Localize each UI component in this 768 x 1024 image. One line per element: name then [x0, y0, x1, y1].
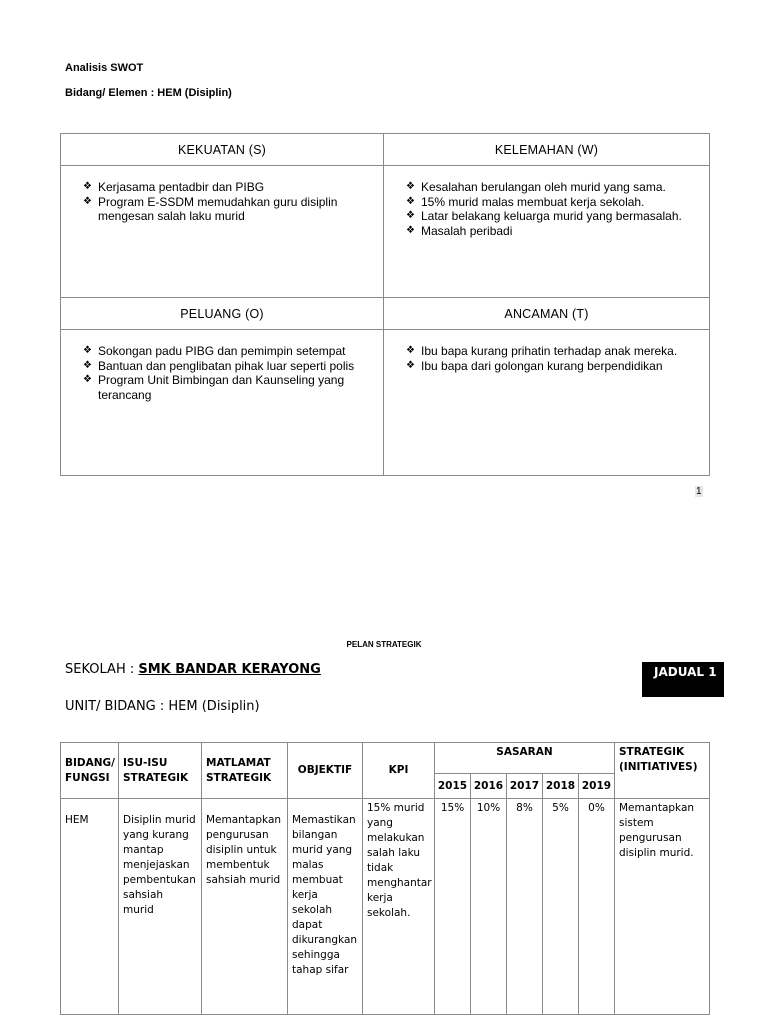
header-isu: ISU-ISU STRATEGIK — [119, 743, 202, 799]
list-item: ❖ Latar belakang keluarga murid yang bermasalah. — [406, 209, 682, 223]
list-item: ❖ Sokongan padu PIBG dan pemimpin setempat — [83, 344, 346, 358]
diamond-bullet-icon: ❖ — [406, 224, 415, 236]
header-bidang: BIDANG/ FUNGSI — [61, 743, 119, 799]
diamond-bullet-icon: ❖ — [83, 359, 92, 371]
threats-cell — [384, 330, 710, 476]
cell-target-2018: 5% — [543, 799, 579, 1015]
plan-heading: PELAN STRATEGIK — [346, 640, 422, 649]
diamond-bullet-icon: ❖ — [83, 374, 92, 385]
strengths-heading: KEKUATAN (S) — [61, 134, 384, 166]
header-kpi: KPI — [363, 743, 435, 799]
list-item: ❖ Program Unit Bimbingan dan Kaunseling yang terancang — [83, 373, 345, 402]
diamond-bullet-icon: ❖ — [406, 181, 415, 192]
header-objektif: OBJEKTIF — [288, 743, 363, 799]
year-2018: 2018 — [543, 774, 579, 799]
page-title: Analisis SWOT — [65, 62, 144, 74]
cell-isu: Disiplin murid yang kurang mantap menjejaskan pembentukan sahsiah murid — [119, 799, 202, 1015]
swot-table — [60, 133, 710, 476]
list-item: ❖ Ibu bapa dari golongan kurang berpendidikan — [406, 358, 663, 373]
cell-target-2019: 0% — [579, 799, 615, 1015]
header-strategik: STRATEGIK (INITIATIVES) — [615, 743, 710, 799]
year-2016: 2016 — [471, 774, 507, 799]
weaknesses-list — [384, 180, 709, 238]
diamond-bullet-icon: ❖ — [406, 345, 415, 356]
diamond-bullet-icon: ❖ — [83, 195, 92, 207]
list-item: ❖ Program E-SSDM memudahkan guru disiplin mengesan salah laku murid — [83, 194, 338, 223]
threats-heading: ANCAMAN (T) — [384, 298, 710, 330]
school-line — [65, 662, 321, 677]
list-item: ❖ 15% murid malas membuat kerja sekolah. — [406, 194, 645, 209]
opportunities-cell — [61, 330, 384, 476]
strengths-cell — [61, 166, 384, 298]
table-row — [61, 799, 710, 1015]
opportunities-heading: PELUANG (O) — [61, 298, 384, 330]
strategic-plan-table — [60, 742, 710, 1015]
diamond-bullet-icon: ❖ — [83, 345, 92, 356]
list-item: ❖ Ibu bapa kurang prihatin terhadap anak mereka. — [406, 344, 678, 358]
list-item: ❖ Masalah peribadi — [406, 223, 513, 238]
diamond-bullet-icon: ❖ — [83, 181, 92, 192]
weaknesses-heading: KELEMAHAN (W) — [384, 134, 710, 166]
bidang-elemen: Bidang/ Elemen : HEM (Disiplin) — [65, 87, 232, 99]
diamond-bullet-icon: ❖ — [406, 210, 415, 221]
jadual-badge: JADUAL 1 — [642, 662, 724, 697]
cell-objektif: Memastikan bilangan murid yang malas membuat kerja sekolah dapat dikurangkan sehingga tahap sifar — [288, 799, 363, 1015]
cell-bidang: HEM — [61, 799, 119, 1015]
cell-target-2016: 10% — [471, 799, 507, 1015]
year-2015: 2015 — [435, 774, 471, 799]
header-sasaran: SASARAN — [435, 743, 615, 774]
list-item: ❖ Kerjasama pentadbir dan PIBG — [83, 180, 265, 194]
cell-matlamat: Memantapkan pengurusan disiplin untuk membentuk sahsiah murid — [202, 799, 288, 1015]
cell-strategik: Memantapkan sistem pengurusan disiplin murid. — [615, 799, 710, 1015]
list-item: ❖ Kesalahan berulangan oleh murid yang sama. — [406, 180, 666, 194]
diamond-bullet-icon: ❖ — [406, 359, 415, 371]
opportunities-list — [61, 344, 383, 402]
cell-target-2017: 8% — [507, 799, 543, 1015]
header-matlamat: MATLAMAT STRATEGIK — [202, 743, 288, 799]
year-2019: 2019 — [579, 774, 615, 799]
school-label: SEKOLAH : — [65, 662, 139, 677]
list-item: ❖ Bantuan dan penglibatan pihak luar seperti polis — [83, 358, 355, 373]
unit-bidang: UNIT/ BIDANG : HEM (Disiplin) — [65, 699, 260, 714]
diamond-bullet-icon: ❖ — [406, 195, 415, 207]
strengths-list — [61, 180, 383, 224]
year-2017: 2017 — [507, 774, 543, 799]
weaknesses-cell — [384, 166, 710, 298]
page-number: 1 — [696, 486, 702, 497]
cell-kpi: 15% murid yang melakukan salah laku tidak menghantar kerja sekolah. — [363, 799, 435, 1015]
threats-list — [384, 344, 709, 373]
cell-target-2015: 15% — [435, 799, 471, 1015]
school-name: SMK BANDAR KERAYONG — [138, 662, 321, 677]
